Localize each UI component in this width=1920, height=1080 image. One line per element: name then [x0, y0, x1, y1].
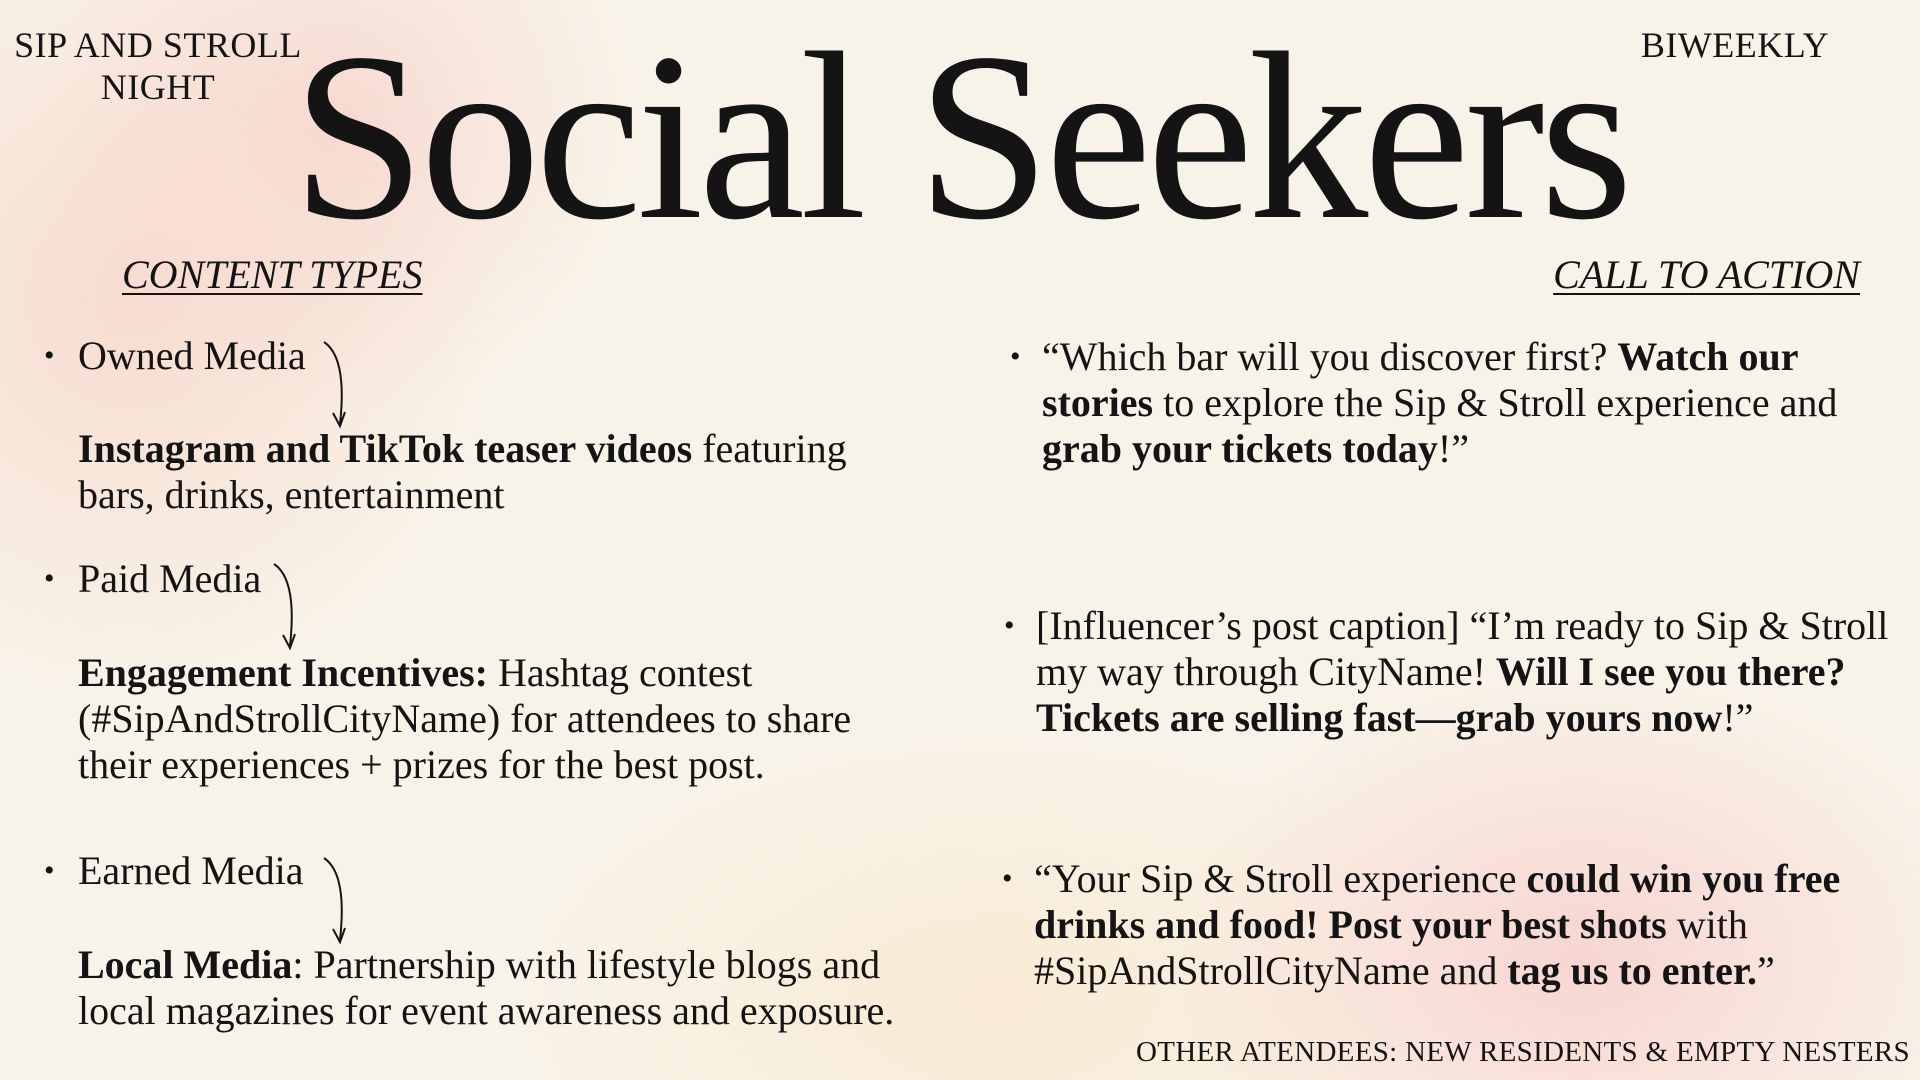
paid-media-detail — [78, 650, 898, 788]
cta-1-text-c: !” — [1437, 426, 1469, 471]
paid-media-label: Paid Media — [78, 556, 262, 601]
cta-3-text-c: ” — [1756, 948, 1775, 993]
curved-arrow-down-icon — [318, 340, 358, 430]
bullet-dot-icon: • — [44, 854, 55, 887]
curved-arrow-down-icon — [318, 856, 358, 946]
earned-media-detail-bold: Local Media — [78, 942, 293, 987]
cta-3-bold-b: tag us to enter. — [1507, 948, 1757, 993]
event-name-line1: SIP AND STROLL — [14, 25, 302, 65]
cta-item-stories — [1042, 334, 1872, 472]
owned-media-detail-text: featuring bars, drinks, entertainment — [78, 426, 847, 517]
owned-media-detail — [78, 426, 898, 518]
call-to-action-heading: CALL TO ACTION — [1553, 252, 1860, 297]
cta-2-bold-a: Will I see you there? Tickets are selling fast—grab yours now — [1036, 649, 1846, 740]
cta-3-bold-a: could win you free drinks and food! Post your best shots — [1034, 856, 1841, 947]
cta-1-bold-b: grab your tickets today — [1042, 426, 1438, 471]
event-name — [8, 24, 308, 108]
cta-1-text-b: to explore the Sip & Stroll experience and — [1153, 380, 1838, 425]
cta-1-bold-a: Watch our stories — [1042, 334, 1798, 425]
bullet-dot-icon: • — [44, 339, 55, 372]
earned-media-label: Earned Media — [78, 848, 304, 893]
earned-media-detail — [78, 942, 938, 1034]
footer-note: OTHER ATENDEES: NEW RESIDENTS & EMPTY NESTERS — [1136, 1036, 1910, 1068]
cta-item-contest — [1034, 856, 1884, 994]
cta-3-text-b: with #SipAndStrollCityName and — [1034, 902, 1748, 993]
event-name-line2: NIGHT — [100, 67, 216, 107]
paid-media-detail-text: Hashtag contest (#SipAndStrollCityName) for attendees to share their experiences + prizes for the best post. — [78, 650, 852, 787]
cta-2-text-a: [Influencer’s post caption] “I’m ready to Sip & Stroll my way through CityName! — [1036, 603, 1889, 694]
owned-media-label: Owned Media — [78, 333, 306, 378]
content-types-heading: CONTENT TYPES — [122, 252, 423, 297]
cta-3-text-a: “Your Sip & Stroll experience — [1034, 856, 1527, 901]
paid-media-detail-bold: Engagement Incentives: — [78, 650, 488, 695]
cta-2-text-b: !” — [1722, 695, 1754, 740]
bullet-dot-icon: • — [1002, 862, 1013, 895]
owned-media-detail-bold: Instagram and TikTok teaser videos — [78, 426, 693, 471]
frequency-label: BIWEEKLY — [1640, 25, 1830, 65]
bullet-dot-icon: • — [44, 562, 55, 595]
bullet-dot-icon: • — [1004, 609, 1015, 642]
bullet-dot-icon: • — [1010, 340, 1021, 373]
curved-arrow-down-icon — [268, 562, 308, 652]
earned-media-detail-text: : Partnership with lifestyle blogs and local magazines for event awareness and exposure. — [78, 942, 895, 1033]
page-title: Social Seekers — [291, 3, 1629, 269]
cta-1-text-a: “Which bar will you discover first? — [1042, 334, 1618, 379]
cta-item-influencer — [1036, 603, 1902, 741]
